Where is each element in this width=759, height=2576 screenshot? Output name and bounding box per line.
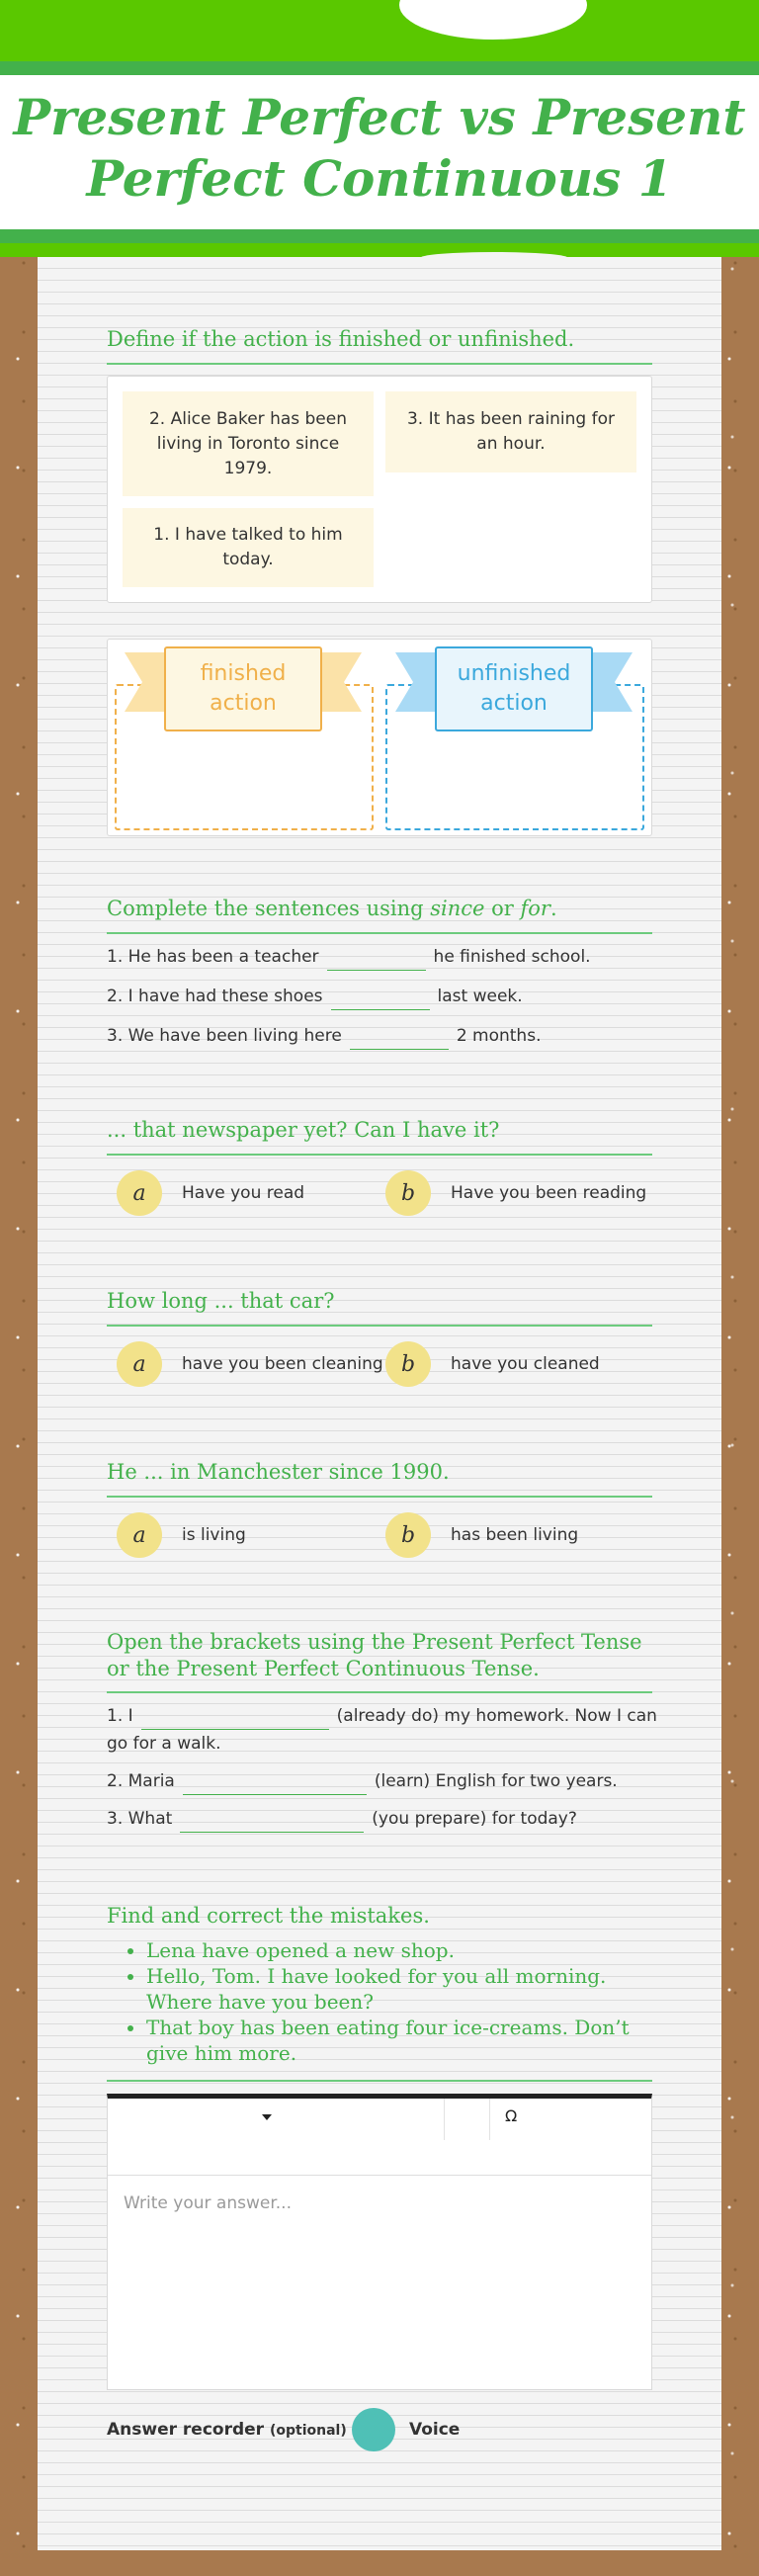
section-divider <box>107 1325 652 1327</box>
option-a-circle[interactable]: a <box>117 1170 162 1216</box>
section-title-since-for: Complete the sentences using since or for. <box>107 897 557 920</box>
toolbar-separator <box>489 2099 490 2140</box>
option-a-circle[interactable]: a <box>117 1341 162 1387</box>
drag-item[interactable]: 3. It has been raining for an hour. <box>385 391 636 472</box>
section-divider <box>107 2080 652 2082</box>
title-band-strip <box>0 243 759 257</box>
editor-toolbar <box>108 2099 651 2176</box>
sentence-3: 3. We have been living here 2 months. <box>107 1022 660 1050</box>
blank-input[interactable] <box>183 1773 367 1795</box>
option-b-label[interactable]: have you cleaned <box>451 1354 600 1374</box>
paper-tab <box>420 252 568 264</box>
page-title: Present Perfect vs Present Perfect Continuous 1 <box>13 88 746 208</box>
option-b-circle[interactable]: b <box>385 1170 431 1216</box>
blank-input[interactable] <box>141 1708 329 1730</box>
voice-label: Voice <box>409 2420 461 2440</box>
list-item: • That boy has been eating four ice-creams. Don’t give him more. <box>146 2015 660 2066</box>
answer-editor <box>107 2094 652 2390</box>
section-title-mistakes: Find and correct the mistakes. <box>107 1904 430 1928</box>
blank-input[interactable] <box>331 988 430 1010</box>
list-item: • Lena have opened a new shop. <box>146 1937 660 1963</box>
blank-input[interactable] <box>180 1811 364 1833</box>
section-title-define: Define if the action is finished or unfinished. <box>107 327 575 351</box>
section-divider <box>107 1691 652 1693</box>
option-b-circle[interactable]: b <box>385 1512 431 1558</box>
section-divider <box>107 932 652 934</box>
question-title-1: ... that newspaper yet? Can I have it? <box>107 1118 500 1142</box>
omega-icon[interactable]: Ω <box>505 2106 518 2125</box>
category-unfinished: unfinished action <box>435 646 593 731</box>
top-green-bar <box>0 0 759 61</box>
blank-input[interactable] <box>327 949 426 971</box>
blank-input[interactable] <box>350 1028 449 1050</box>
drag-item[interactable]: 1. I have talked to him today. <box>123 508 374 587</box>
option-a-label[interactable]: have you been cleaning <box>182 1354 383 1374</box>
toolbar-separator <box>444 2099 445 2140</box>
answer-recorder-label: Answer recorder (optional) <box>107 2420 347 2440</box>
mistakes-list <box>146 1937 660 2066</box>
answer-input[interactable]: Write your answer... <box>124 2193 292 2213</box>
option-b-circle[interactable]: b <box>385 1341 431 1387</box>
question-title-2: How long ... that car? <box>107 1289 335 1313</box>
bracket-line-1: 1. I (already do) my homework. Now I can go for a walk. <box>107 1706 657 1754</box>
option-b-label[interactable]: has been living <box>451 1525 579 1545</box>
option-a-circle[interactable]: a <box>117 1512 162 1558</box>
sentence-2: 2. I have had these shoes last week. <box>107 983 660 1010</box>
bracket-line-2: 2. Maria (learn) English for two years. <box>107 1767 660 1795</box>
option-a-label[interactable]: is living <box>182 1525 246 1545</box>
category-finished: finished action <box>164 646 322 731</box>
question-title-3: He ... in Manchester since 1990. <box>107 1460 450 1484</box>
section-title-open-brackets: Open the brackets using the Present Perfect Tense or the Present Perfect Continuous Tense. <box>107 1630 642 1680</box>
option-a-label[interactable]: Have you read <box>182 1183 305 1203</box>
drag-item[interactable]: 2. Alice Baker has been living in Toronto since 1979. <box>123 391 374 496</box>
sentence-1: 1. He has been a teacher he finished school. <box>107 943 660 971</box>
list-item: • Hello, Tom. I have looked for you all morning. Where have you been? <box>146 1963 660 2015</box>
record-button[interactable] <box>352 2408 395 2451</box>
bracket-line-3: 3. What (you prepare) for today? <box>107 1805 660 1833</box>
section-divider <box>107 1496 652 1498</box>
section-divider <box>107 363 652 365</box>
section-divider <box>107 1154 652 1156</box>
caret-down-icon[interactable] <box>262 2114 272 2122</box>
option-b-label[interactable]: Have you been reading <box>451 1183 647 1203</box>
